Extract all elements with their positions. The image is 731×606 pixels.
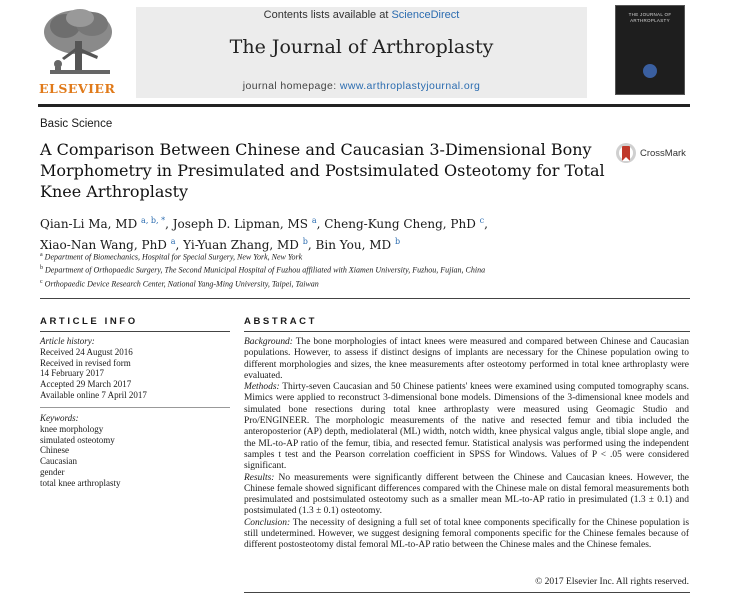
- keywords: [40, 413, 230, 489]
- crossmark-icon[interactable]: [615, 142, 637, 166]
- copyright: © 2017 Elsevier Inc. All rights reserved.: [535, 577, 689, 587]
- history-online: Available online 7 April 2017: [40, 389, 147, 400]
- abstract-results: Results: No measurements were significantly different between the Chinese and Caucasian knees. However, the Chinese female showed significant differences compared with the Chinese male on distal femoral measurements both presimulated and postsimulated osteotomy such as a smaller mean ML-to-AP ratio in presimulated (1.3 ± 0.1) and postsimulated (1.3 ± 0.1) osteotomy.: [244, 472, 689, 517]
- author-2[interactable]: Joseph D. Lipman, MS $^a$: [172, 216, 317, 231]
- journal-title: The Journal of Arthroplasty: [229, 36, 494, 58]
- history-received: Received 24 August 2016: [40, 346, 133, 357]
- affiliation-rule: [40, 298, 690, 299]
- journal-homepage: [136, 80, 587, 92]
- sciencedirect-link[interactable]: ScienceDirect: [391, 9, 460, 21]
- homepage-link[interactable]: www.arthroplastyjournal.org: [339, 80, 481, 92]
- author-1[interactable]: Qian-Li Ma, MD $^{a, b, *}$: [40, 216, 166, 231]
- keyword: Chinese: [40, 445, 69, 456]
- article-title: A Comparison Between Chinese and Caucasian 3-Dimensional Bony Morphometry in Presimulated and Postsimulated Osteotomy for Total Knee Arthroplasty: [40, 140, 605, 201]
- abstract-methods: Methods: Thirty-seven Caucasian and 50 Chinese patients' knees were examined using computed tomography scans. Mimics were applied to reconstruct 3-dimensional bone models. Dimensions of the 3-dimensional knee models and simulated bone resections during total knee arthroplasty were measured using Geomagic Studio and Pro/ENGINEER. The morphologic measurements of the native and resected femur and tibia included the anteroposterior (AP) depth, mediolateral (ML) width, notch width, knee physical valgus angle, tibial slope angle, and the ML-to-AP ratio of the femur, tibia, and resected femur. Statistical analysis was performed using the independent samples t test and the Pearson correlation coefficient in SPSS for Windows. Values of P < .05 were considered significant.: [244, 382, 689, 472]
- keyword: gender: [40, 466, 65, 477]
- crossmark-label[interactable]: CrossMark: [640, 148, 686, 159]
- header-rule: [38, 104, 690, 107]
- affiliation-c: $^c$ Orthopaedic Device Research Center, National Yang-Ming University, Taipei, Taiwan: [40, 278, 319, 289]
- author-3[interactable]: Cheng-Kung Cheng, PhD $^c$: [324, 216, 485, 231]
- affiliation-b: $^b$ Department of Orthopaedic Surgery, The Second Municipal Hospital of Fuzhou affiliated with Xiamen University, Fuzhou, Fujian, China: [40, 265, 486, 275]
- affiliations: [40, 250, 690, 290]
- abstract-heading: ABSTRACT: [244, 316, 318, 327]
- author-6[interactable]: Bin You, MD $^b$: [315, 237, 401, 252]
- article-info-rule: [40, 331, 230, 332]
- abstract-background: Background: The bone morphologies of intact knees were measured and compared between Chinese and Caucasian populations. However, to assess if distinct designs of implants are necessary for the Chinese population owing to different morphologies and sizes, the knee measurements after osteotomy performed in total knee arthroplasty were evaluated.: [244, 337, 689, 381]
- keywords-label: Keywords:: [40, 413, 79, 423]
- keyword: knee morphology: [40, 423, 104, 434]
- article-history: [40, 336, 230, 401]
- elsevier-wordmark: ELSEVIER: [39, 81, 116, 96]
- affiliation-a: $^a$ Department of Biomechanics, Hospital for Special Surgery, New York, New York: [40, 252, 303, 262]
- article-info-heading: ARTICLE INFO: [40, 316, 138, 327]
- contents-line: [136, 9, 587, 21]
- author-list: Qian-Li Ma, MD $^{a, b, *}$, Joseph D. Lipman, MS $^a$, Cheng-Kung Cheng, PhD $^c$, Xiao-Nan Wang, PhD $^a$, Yi-Yuan Zhang, MD $^b$, Bin You, MD $^b$: [40, 216, 488, 252]
- cover-logo-icon: [643, 64, 657, 78]
- keyword: simulated osteotomy: [40, 434, 115, 445]
- abstract-conclusion: Conclusion: The necessity of designing a full set of total knee components specifically for the Chinese population is still undetermined. However, we suggest designing femoral components specific for the Chinese females because of different postosteotomy distal femoral ML-to-AP ratio between the Chinese males and the Chinese females.: [244, 517, 689, 551]
- elsevier-tree-logo: [40, 6, 120, 80]
- author-5[interactable]: Yi-Yuan Zhang, MD $^b$: [183, 237, 308, 252]
- history-revised-date: 14 February 2017: [40, 368, 104, 379]
- article-section: Basic Science: [40, 118, 113, 130]
- author-4[interactable]: Xiao-Nan Wang, PhD $^a$: [40, 237, 176, 252]
- history-label: Article history:: [40, 336, 95, 346]
- history-accepted: Accepted 29 March 2017: [40, 379, 132, 390]
- abstract-body: [244, 337, 689, 552]
- cover-title: THE JOURNAL OF ARTHROPLASTY: [628, 12, 672, 23]
- history-revised: Received in revised form: [40, 357, 131, 368]
- keywords-rule: [40, 407, 230, 408]
- keyword: Caucasian: [40, 456, 77, 467]
- homepage-prefix: journal homepage:: [242, 80, 340, 92]
- abstract-rule: [244, 331, 690, 332]
- keyword: total knee arthroplasty: [40, 477, 121, 488]
- contents-prefix: Contents lists available at: [263, 9, 392, 21]
- abstract-bottom-rule: [244, 592, 690, 593]
